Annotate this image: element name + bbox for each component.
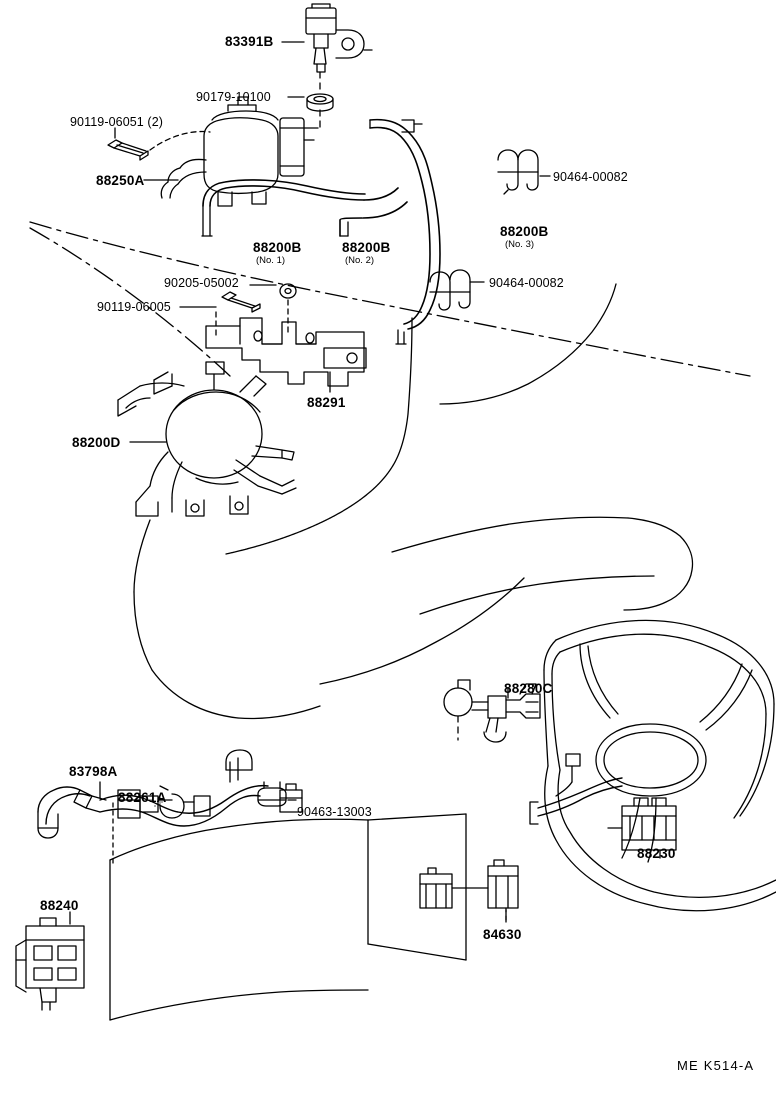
part-88230-control-switch [608, 798, 676, 850]
label-88200D: 88200D [72, 435, 121, 450]
label-88200B-no1: 88200B [253, 240, 302, 255]
part-90464-00082-clip-upper [498, 150, 538, 194]
label-88200B-no3-sub: (No. 3) [505, 239, 535, 250]
diagram-sheet-code: ME K514-A [677, 1058, 755, 1073]
cylinder-duct [392, 517, 693, 614]
label-88200B-no2-sub: (No. 2) [345, 255, 375, 266]
vehicle-body-outline-2 [134, 284, 616, 719]
part-88200D-servo [118, 362, 296, 516]
part-90205-05002-washer [280, 284, 296, 298]
part-88240-ecu [16, 918, 84, 1010]
label-83798A: 83798A [69, 764, 118, 779]
part-84630-connector [420, 860, 518, 908]
part-83391B-vacuum-switch [306, 4, 372, 72]
label-88200B-no1-sub: (No. 1) [256, 255, 286, 266]
label-88250A: 88250A [96, 173, 145, 188]
part-90179-10100-grommet [307, 94, 333, 111]
label-88261A: 88261A [118, 790, 167, 805]
label-90119-06005: 90119-06005 [97, 300, 171, 314]
label-90463-13003: 90463-13003 [297, 805, 372, 819]
label-90464-00082-lower: 90464-00082 [489, 276, 564, 290]
label-88240: 88240 [40, 898, 79, 913]
label-84630: 84630 [483, 927, 522, 942]
label-83391B: 83391B [225, 34, 274, 49]
label-88230: 88230 [637, 846, 676, 861]
part-83798A-elbow [38, 787, 106, 838]
label-90119-06051: 90119-06051 (2) [70, 115, 164, 129]
vehicle-lower-panel [110, 814, 466, 1020]
label-88200B-no2: 88200B [342, 240, 391, 255]
assembly-line-90119-06051 [150, 132, 210, 150]
label-88280C: 88280C [504, 681, 553, 696]
label-90179-10100: 90179-10100 [196, 90, 271, 104]
wiring-harness-steering [530, 754, 622, 824]
label-88291: 88291 [307, 395, 346, 410]
part-88200B-no2-hose [340, 188, 407, 236]
label-90464-00082-upper: 90464-00082 [553, 170, 628, 184]
label-88200B-no3: 88200B [500, 224, 549, 239]
part-90119-06051-bolt [108, 140, 148, 160]
part-88200B-no3-hose [370, 120, 440, 344]
label-90205-05002: 90205-05002 [164, 276, 239, 290]
part-90119-06005-bolt [222, 292, 260, 312]
